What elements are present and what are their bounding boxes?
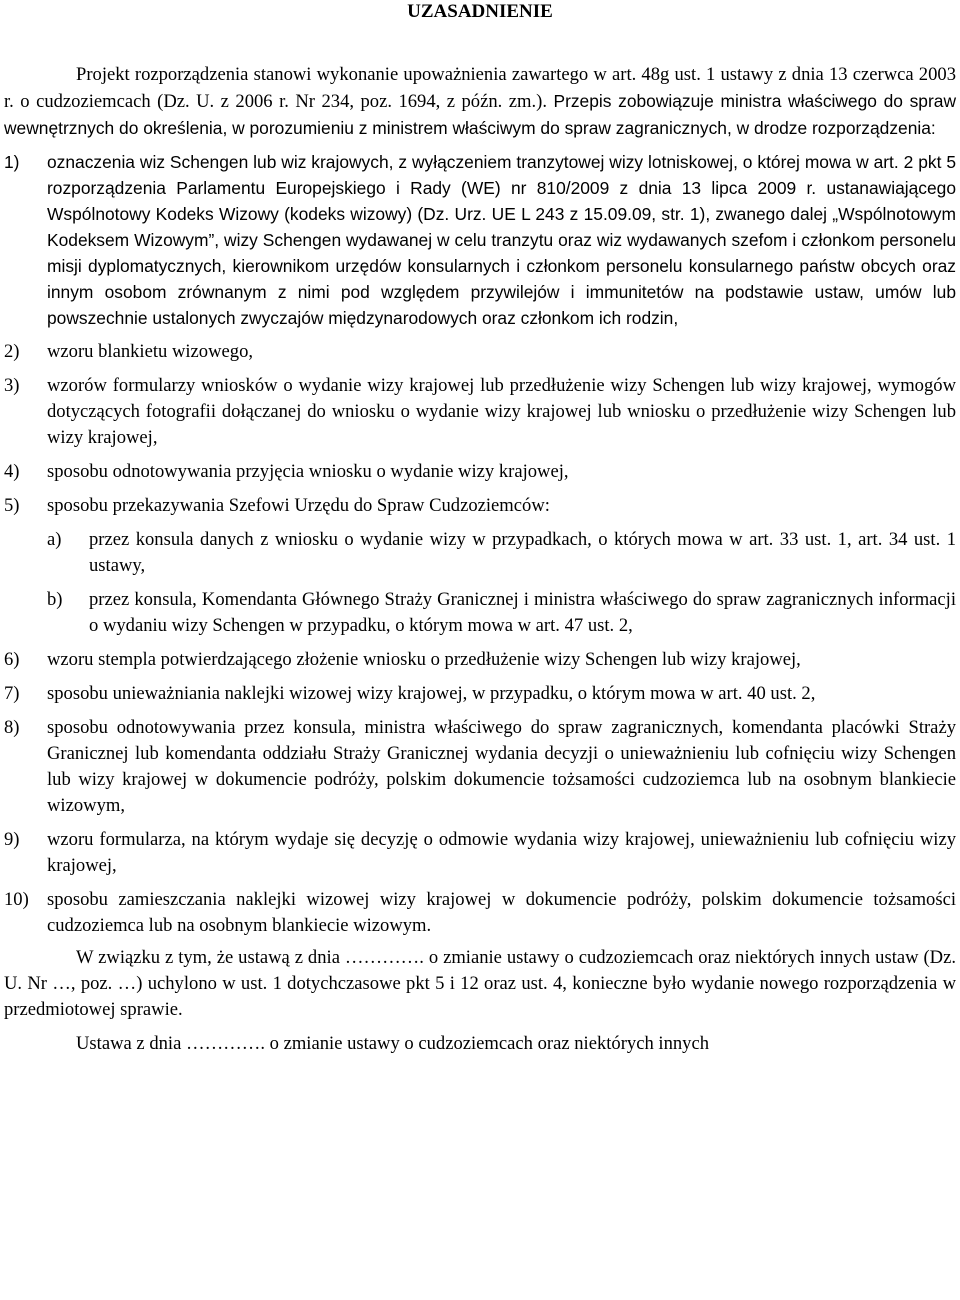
- list-item-text: wzoru formularza, na którym wydaje się decyzję o odmowie wydania wizy krajowej, unieważnieniu lub cofnięciu wizy krajowej,: [47, 829, 956, 876]
- intro-part2: Przepis zobowiązuje ministra właściwego do spraw wewnętrznych do określenia, w porozumieniu z ministrem właściwym do spraw zagranicznych, w drodze rozporządzenia:: [4, 91, 957, 138]
- sub-item-text: przez konsula, Komendanta Głównego Straży Granicznej i ministra właściwego do spraw zagranicznych informacji o wydaniu wizy Schengen w przypadku, o którym mowa w art. 47 ust. 2,: [89, 589, 956, 636]
- list-item-text: sposobu odnotowywania przez konsula, ministra właściwego do spraw zagranicznych, komendanta placówki Straży Granicznej lub komendanta oddziału Straży Granicznej wydania decyzji o unieważnieniu lub cofnięciu wizy Schengen lub wizy krajowej w dokumencie podróży, polskim dokumencie tożsamości cudzoziemca lub na osobnym blankiecie wizowym,: [47, 717, 956, 816]
- list-item-number: 10): [4, 889, 29, 910]
- list-item-5: [4, 493, 956, 519]
- list-item-text: sposobu zamieszczania naklejki wizowej wizy krajowej w dokumencie podróży, polskim dokumencie tożsamości cudzoziemca lub na osobnym blankiecie wizowym.: [47, 889, 956, 936]
- list-item-4: [4, 459, 956, 485]
- list-item-text: sposobu unieważniania naklejki wizowej wizy krajowej, w przypadku, o którym mowa w art. 40 ust. 2,: [47, 683, 816, 704]
- list-item-number: 9): [4, 829, 20, 850]
- list-item-1: [4, 149, 956, 331]
- list-item-number: 8): [4, 717, 20, 738]
- list-item-number: 2): [4, 341, 20, 362]
- intro-part1: Projekt rozporządzenia stanowi wykonanie upoważnienia zawartego w art. 48g ust. 1 ustawy z dnia 13 czerwca 2003 r. o cudzoziemcach (Dz. U. z 2006 r. Nr 234, poz. 1694, z późn. zm.).: [4, 64, 956, 112]
- list-item-text: sposobu odnotowywania przyjęcia wniosku o wydanie wizy krajowej,: [47, 461, 569, 482]
- sub-item-text: przez konsula danych z wniosku o wydanie wizy w przypadkach, o których mowa w art. 33 ust. 1, art. 34 ust. 1 ustawy,: [89, 529, 956, 576]
- document-title: UZASADNIENIE: [407, 1, 553, 22]
- list-item-text: wzorów formularzy wniosków o wydanie wizy krajowej lub przedłużenie wizy Schengen lub wizy krajowej, wymogów dotyczących fotografii dołączanej do wniosku o wydanie wizy krajowej lub wniosku o przedłużenie wizy Schengen lub wizy krajowej,: [47, 375, 956, 448]
- list-item-text: wzoru blankietu wizowego,: [47, 341, 254, 362]
- body-paragraph-continued: Ustawa z dnia …………. o zmianie ustawy o cudzoziemcach oraz niektórych innych: [76, 1033, 710, 1054]
- enumeration-list: [4, 149, 956, 939]
- list-item-2: [4, 339, 956, 365]
- sub-item-b: [4, 587, 956, 639]
- sub-item-letter: b): [47, 589, 63, 610]
- list-item-number: 5): [4, 495, 20, 516]
- list-item-3: [4, 373, 956, 451]
- list-item-text: wzoru stempla potwierdzającego złożenie wniosku o przedłużenie wizy Schengen lub wizy krajowej,: [47, 649, 801, 670]
- list-item-6: [4, 647, 956, 673]
- list-item-number: 7): [4, 683, 20, 704]
- sub-item-a: [4, 527, 956, 579]
- document-page: [4, 0, 956, 1057]
- list-item-number: 3): [4, 375, 20, 396]
- sub-item-letter: a): [47, 529, 62, 550]
- list-item-text: oznaczenia wiz Schengen lub wiz krajowych, z wyłączeniem tranzytowej wizy lotniskowej, o której mowa w art. 2 pkt 5 rozporządzenia Parlamentu Europejskiego i Rady (WE) nr 810/2009 z dnia 13 lipca 2009 r. ustanawiającego Wspólnotowy Kodeks Wizowy (kodeks wizowy) (Dz. Urz. UE L 243 z 15.09.09, str. 1), zwanego dalej „Wspólnotowym Kodeksem Wizowym”, wizy Schengen wydawanej w celu tranzytu oraz wiz wydawanych szefom i członkom personelu misji dyplomatycznych, kierownikom urzędów konsularnych i członkom personelu konsularnego państw obcych oraz innym osobom zrównanym z nimi pod względem przywilejów i immunitetów na podstawie ustaw, umów lub powszechnie ustalonych zwyczajów międzynarodowych oraz członkom ich rodzin,: [47, 152, 956, 328]
- intro-paragraph: [4, 62, 956, 142]
- list-item-10: [4, 887, 956, 939]
- body-paragraph: W związku z tym, że ustawą z dnia …………. o zmianie ustawy o cudzoziemcach oraz niektórych innych ustaw (Dz. U. Nr …, poz. …) uchylono w ust. 1 dotychczasowe pkt 5 i 12 oraz ust. 4, konieczne było wydanie nowego rozporządzenia w przedmiotowej sprawie.: [4, 947, 956, 1020]
- list-item-7: [4, 681, 956, 707]
- list-item-text: sposobu przekazywania Szefowi Urzędu do Spraw Cudzoziemców:: [47, 495, 550, 516]
- list-item-8: [4, 715, 956, 819]
- list-item-9: [4, 827, 956, 879]
- list-item-number: 4): [4, 461, 20, 482]
- list-item-number: 6): [4, 649, 20, 670]
- list-item-number: 1): [4, 152, 20, 172]
